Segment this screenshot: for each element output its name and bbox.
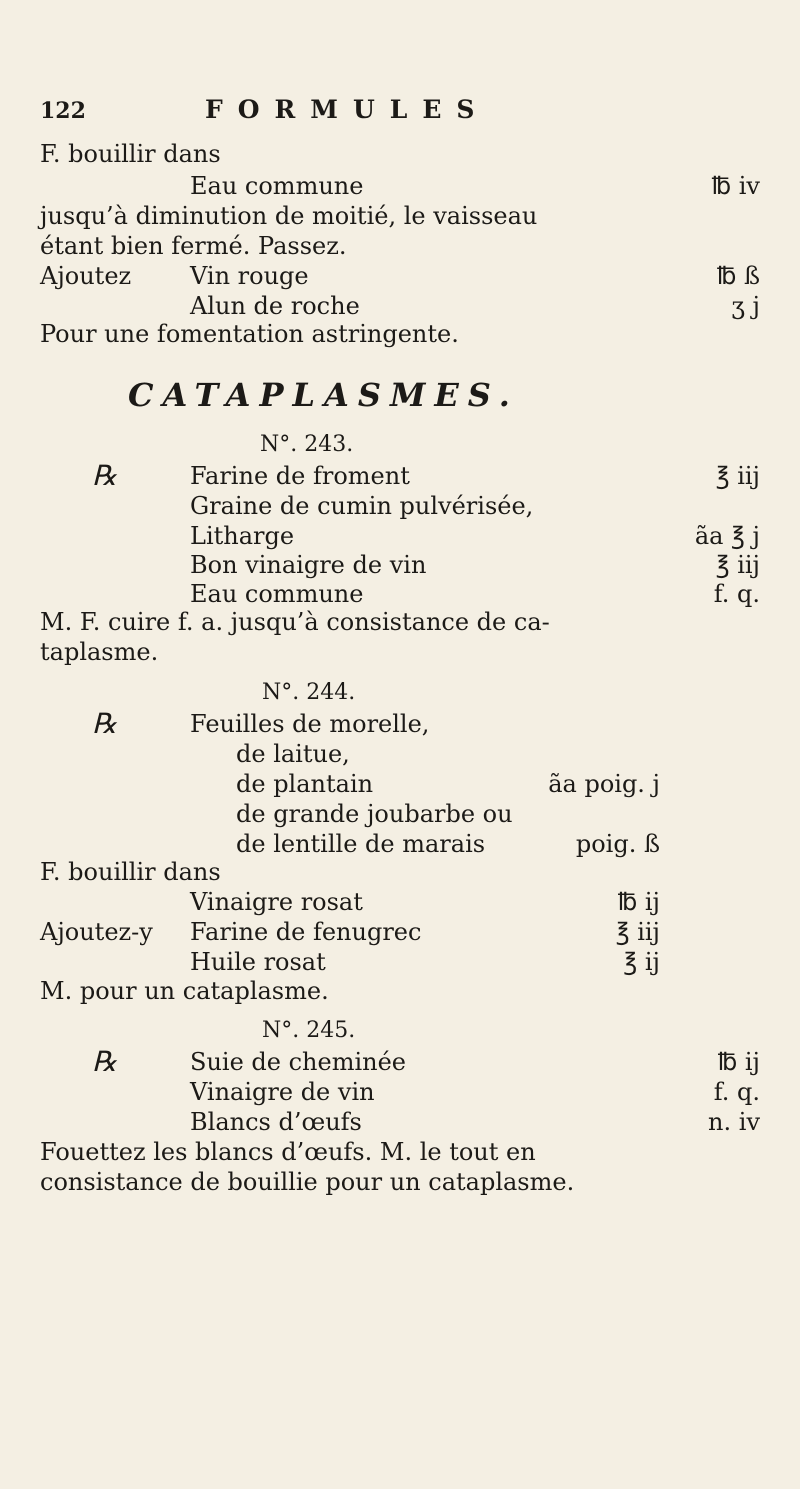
recipe-243-instruction-2: taplasme. bbox=[40, 638, 159, 666]
recipe-244-fenugrec-dose: ℥ iij bbox=[615, 918, 660, 946]
recipe-244-item-1-label: Feuilles de morelle, bbox=[190, 710, 430, 738]
recipe-243-item-1-dose: ℥ iij bbox=[715, 462, 760, 490]
recipe-244-item-3-label: de plantain bbox=[236, 770, 374, 798]
recipe-243-item-1-label: Farine de froment bbox=[190, 462, 410, 490]
recipe-244-vinegar-label: Vinaigre rosat bbox=[190, 888, 363, 916]
recipe-245-item-3-label: Blancs d’œufs bbox=[190, 1108, 362, 1136]
recipe-244-vinegar-dose: ℔ ij bbox=[617, 888, 660, 916]
rx-symbol-245: ℞ bbox=[92, 1045, 118, 1078]
recipe-244-number: N°. 244. bbox=[262, 680, 356, 705]
recipe-244-item-3-dose: ãa poig. j bbox=[548, 770, 660, 798]
page-number: 122 bbox=[40, 98, 86, 124]
recipe-243-item-2-label: Graine de cumin pulvérisée, bbox=[190, 492, 534, 520]
recipe-244-item-4-label: de grande joubarbe ou bbox=[236, 800, 513, 828]
running-title: FORMULES bbox=[205, 95, 490, 124]
rx-symbol-244: ℞ bbox=[92, 707, 118, 740]
recipe-243-item-4-dose: ℥ iij bbox=[715, 551, 760, 579]
recipe-245-item-1-dose: ℔ ij bbox=[717, 1048, 760, 1076]
intro-item-3-label: Alun de roche bbox=[190, 292, 360, 320]
recipe-245-item-1-label: Suie de cheminée bbox=[190, 1048, 406, 1076]
recipe-244-add-lead: Ajoutez-y bbox=[40, 918, 153, 946]
recipe-245-item-2-label: Vinaigre de vin bbox=[190, 1078, 375, 1106]
recipe-244-oil-label: Huile rosat bbox=[190, 948, 326, 976]
recipe-245-item-2-dose: f. q. bbox=[713, 1078, 760, 1106]
recipe-244-instruction: M. pour un cataplasme. bbox=[40, 977, 329, 1005]
recipe-244-fenugrec-label: Farine de fenugrec bbox=[190, 918, 422, 946]
intro-line-5: Pour une fomentation astringente. bbox=[40, 320, 459, 348]
intro-item-1-label: Eau commune bbox=[190, 172, 364, 200]
recipe-243-item-3-label: Litharge bbox=[190, 522, 295, 550]
recipe-244-item-5-dose: poig. ß bbox=[575, 830, 660, 858]
recipe-243-item-3-dose: ãa ℥ j bbox=[694, 522, 760, 550]
section-title: CATAPLASMES. bbox=[128, 376, 519, 414]
recipe-244-boil: F. bouillir dans bbox=[40, 858, 221, 886]
recipe-245-number: N°. 245. bbox=[262, 1018, 356, 1043]
intro-item-3-dose: ʒ j bbox=[731, 292, 760, 320]
intro-line-3: étant bien fermé. Passez. bbox=[40, 232, 347, 260]
recipe-245-item-3-dose: n. iv bbox=[708, 1108, 760, 1136]
intro-line-4-lead: Ajoutez bbox=[40, 262, 132, 290]
recipe-243-item-5-dose: f. q. bbox=[713, 580, 760, 608]
recipe-245-instruction-1: Fouettez les blancs d’œufs. M. le tout en bbox=[40, 1138, 536, 1166]
intro-item-2-dose: ℔ ß bbox=[716, 262, 760, 290]
intro-line-2: jusqu’à diminution de moitié, le vaisseau bbox=[40, 202, 538, 230]
recipe-244-oil-dose: ℥ ij bbox=[623, 948, 660, 976]
intro-item-2-label: Vin rouge bbox=[190, 262, 309, 290]
intro-item-1-dose: ℔ iv bbox=[711, 172, 760, 200]
recipe-244-item-5-label: de lentille de marais bbox=[236, 830, 486, 858]
recipe-243-instruction-1: M. F. cuire f. a. jusqu’à consistance de ca- bbox=[40, 608, 550, 636]
rx-symbol-243: ℞ bbox=[92, 459, 118, 492]
recipe-243-item-4-label: Bon vinaigre de vin bbox=[190, 551, 427, 579]
recipe-245-instruction-2: consistance de bouillie pour un cataplasme. bbox=[40, 1168, 575, 1196]
intro-line-1: F. bouillir dans bbox=[40, 140, 221, 168]
recipe-243-item-5-label: Eau commune bbox=[190, 580, 364, 608]
recipe-243-number: N°. 243. bbox=[260, 432, 354, 457]
recipe-244-item-2-label: de laitue, bbox=[236, 740, 350, 768]
